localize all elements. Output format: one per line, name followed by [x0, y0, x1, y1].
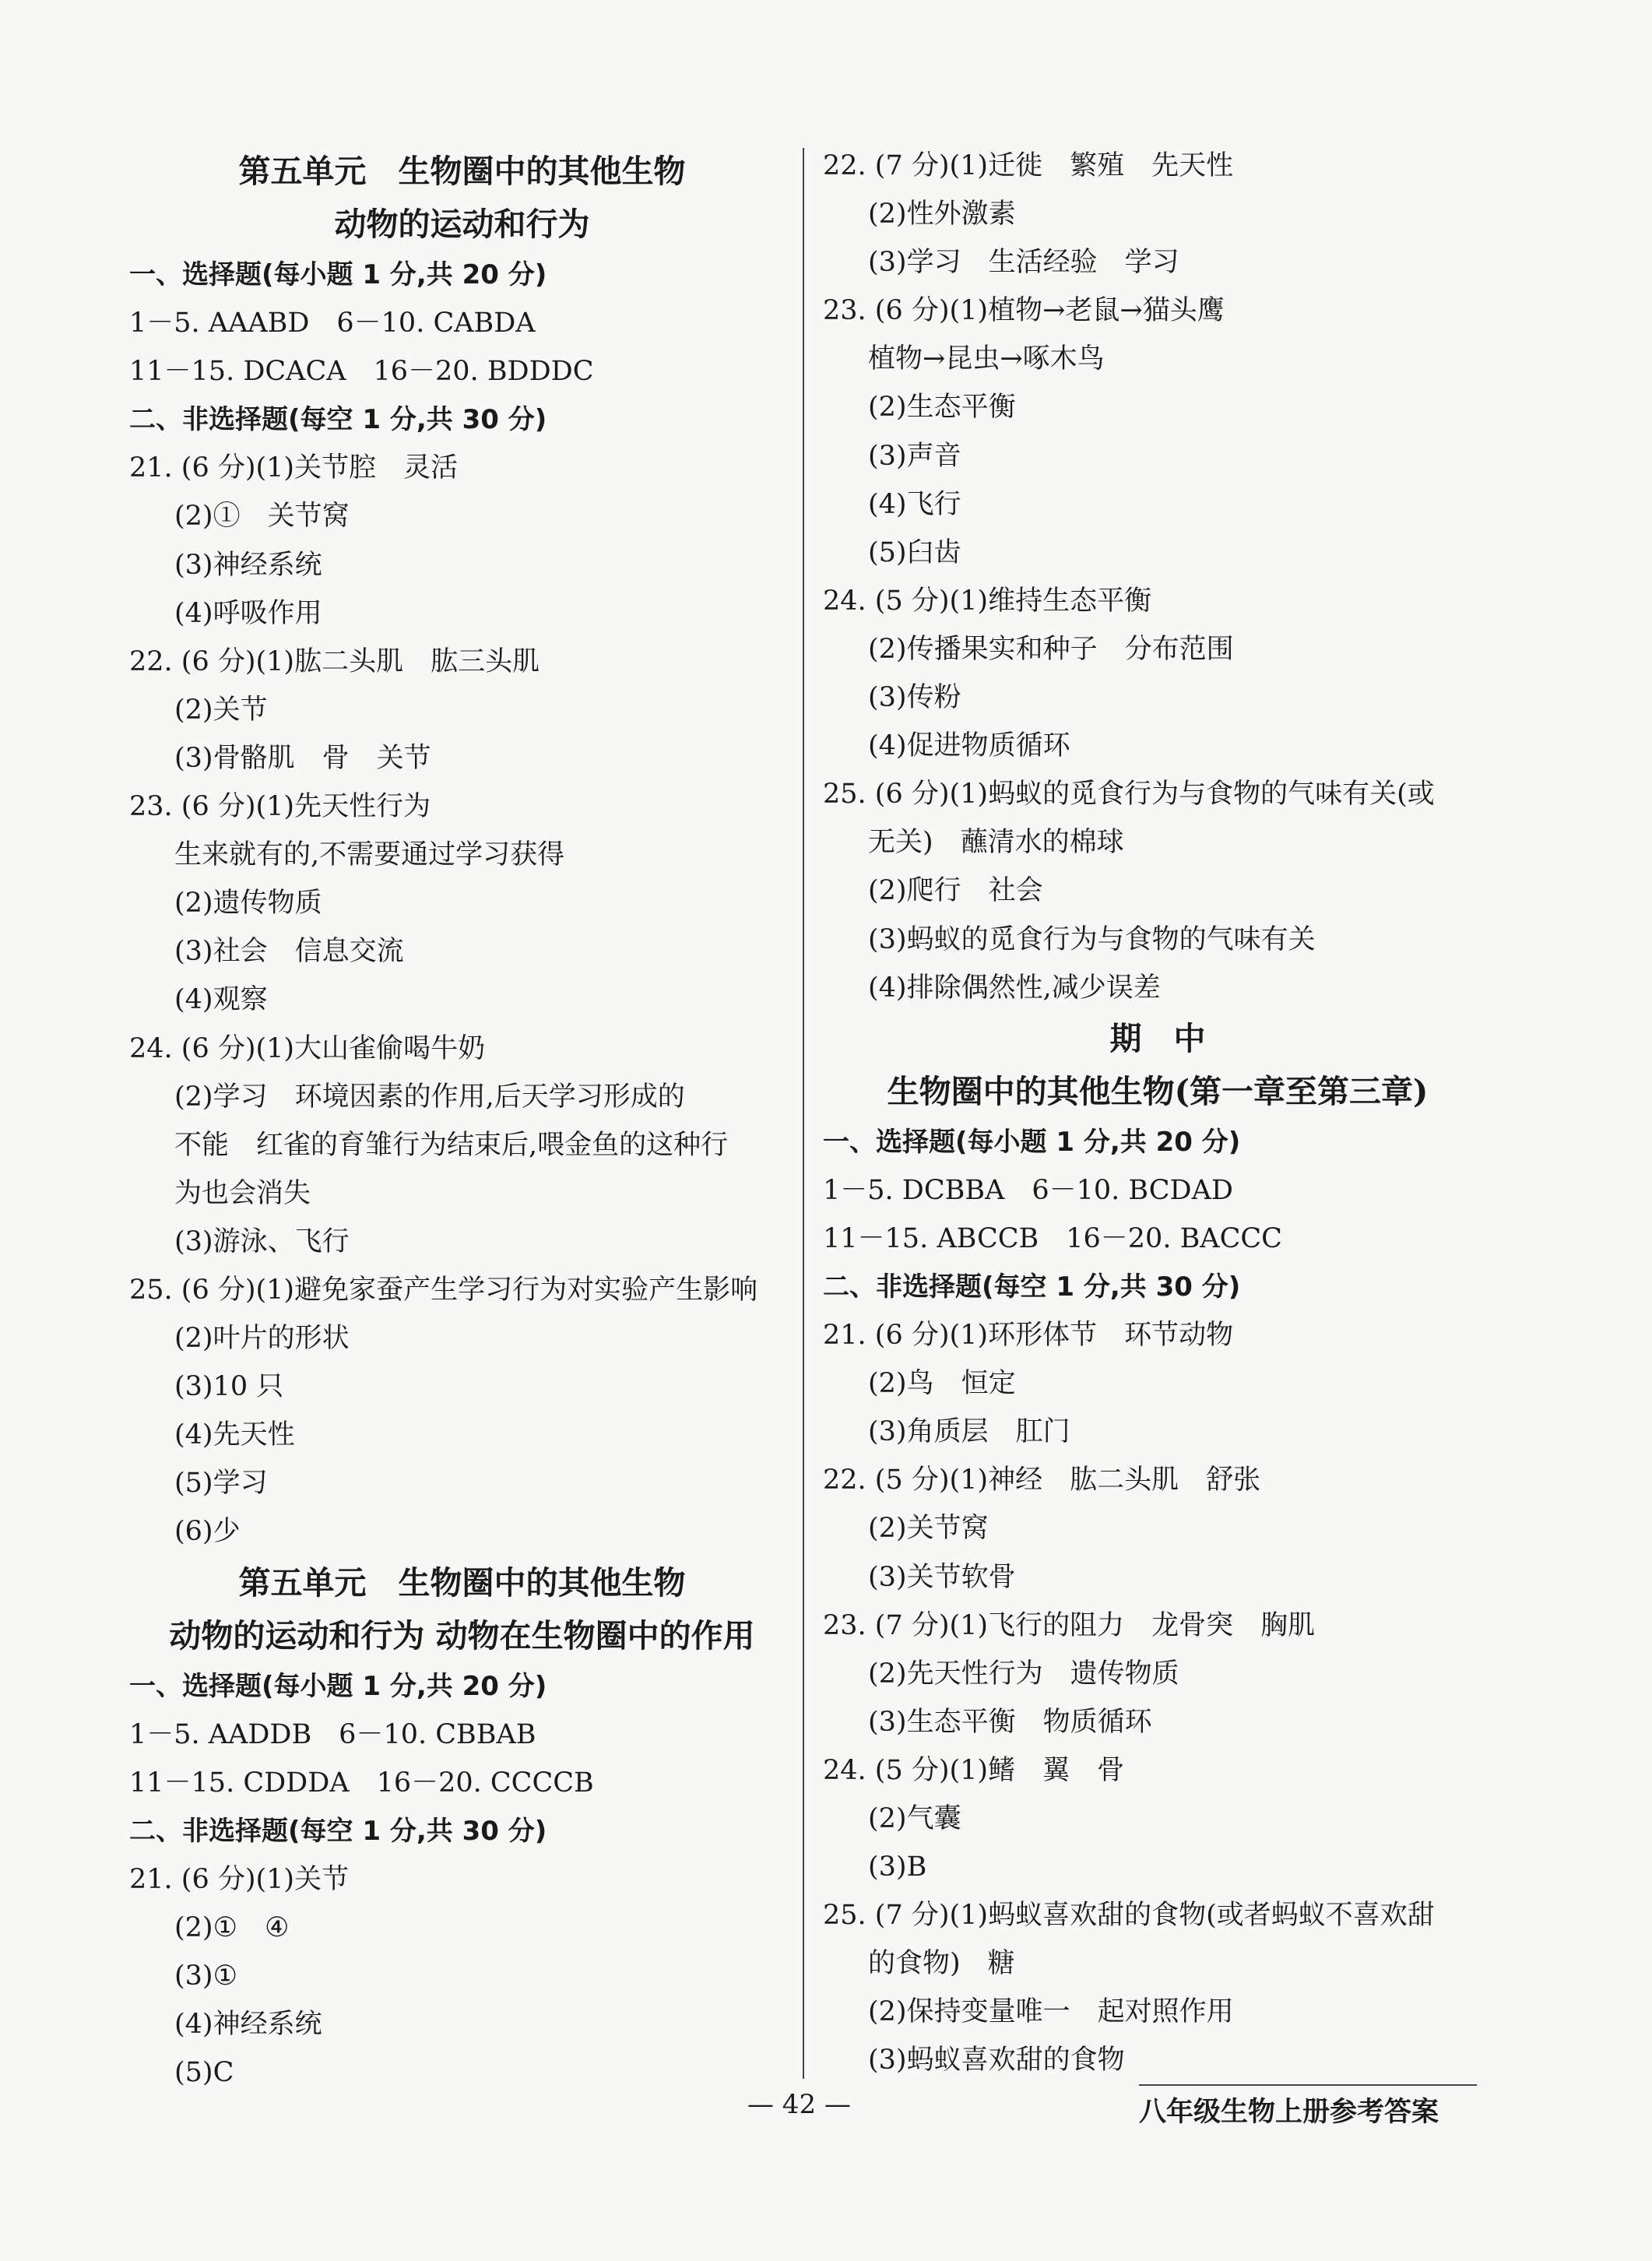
- answer-line: 1－5. AAABD 6－10. CABDA: [129, 308, 536, 339]
- answer-line: 不能 红雀的育雏行为结束后,喂金鱼的这种行: [174, 1129, 729, 1161]
- answer-line: (3)关节软骨: [868, 1561, 1016, 1593]
- section-heading: 一、选择题(每小题 1 分,共 20 分): [823, 1126, 1241, 1158]
- answer-line: (3)骨骼肌 骨 关节: [174, 742, 431, 774]
- answer-line: 1－5. DCBBA 6－10. BCDAD: [823, 1174, 1233, 1206]
- answer-line: 25. (6 分)(1)蚂蚁的觅食行为与食物的气味有关(或: [823, 779, 1435, 811]
- answer-line: (2)关节: [174, 694, 268, 726]
- answer-line: (3)10 只: [174, 1371, 284, 1403]
- answer-line: (2)鸟 恒定: [868, 1368, 1016, 1400]
- footer-rule: [1139, 2084, 1477, 2086]
- section-heading: 二、非选择题(每空 1 分,共 30 分): [823, 1271, 1241, 1303]
- answer-line: (3)游泳、飞行: [174, 1225, 350, 1257]
- unit-title: 第五单元 生物圈中的其他生物: [238, 153, 686, 190]
- answer-line: (2)气囊: [868, 1803, 961, 1834]
- answer-line: 11－15. CDDDA 16－20. CCCCB: [129, 1767, 594, 1799]
- answer-line: (3)学习 生活经验 学习: [868, 247, 1179, 279]
- answer-line: (2)关节窝: [868, 1513, 989, 1545]
- answer-line: 21. (6 分)(1)环形体节 环节动物: [823, 1320, 1234, 1352]
- section-heading: 二、非选择题(每空 1 分,共 30 分): [129, 1815, 547, 1847]
- answer-line: (2)性外激素: [868, 199, 1016, 230]
- section-subtitle: 生物圈中的其他生物(第一章至第三章): [887, 1072, 1429, 1110]
- section-subtitle: 动物的运动和行为 动物在生物圈中的作用: [169, 1616, 755, 1654]
- answer-line: (2)先天性行为 遗传物质: [868, 1658, 1179, 1690]
- answer-line: (5)臼齿: [868, 536, 961, 568]
- answer-line: (3)社会 信息交流: [174, 936, 404, 968]
- answer-line: 11－15. DCACA 16－20. BDDDC: [129, 356, 594, 388]
- exam-title: 期 中: [1109, 1019, 1206, 1057]
- unit-title: 第五单元 生物圈中的其他生物: [238, 1563, 686, 1602]
- answer-line: (3)角质层 肛门: [868, 1416, 1070, 1448]
- answer-line: 23. (6 分)(1)先天性行为: [129, 791, 431, 823]
- answer-line: 无关) 蘸清水的棉球: [868, 827, 1124, 859]
- answer-line: (3)蚂蚁的觅食行为与食物的气味有关: [868, 923, 1316, 955]
- answer-line: (2)① ④: [174, 1912, 290, 1943]
- answer-line: (4)先天性: [174, 1419, 295, 1451]
- page-number: — 42 —: [747, 2089, 851, 2120]
- answer-line: (5)学习: [174, 1468, 268, 1500]
- answer-line: (4)观察: [174, 984, 268, 1016]
- answer-line: (2)遗传物质: [174, 888, 322, 920]
- answer-line: (5)C: [174, 2057, 234, 2089]
- answer-line: (2)爬行 社会: [868, 875, 1043, 907]
- answer-line: (4)排除偶然性,减少误差: [868, 972, 1161, 1004]
- answer-line: 22. (5 分)(1)神经 肱二头肌 舒张: [823, 1465, 1261, 1496]
- section-heading: 一、选择题(每小题 1 分,共 20 分): [129, 259, 547, 290]
- answer-line: 24. (6 分)(1)大山雀偷喝牛奶: [129, 1032, 486, 1064]
- answer-line: 生来就有的,不需要通过学习获得: [174, 839, 565, 871]
- answer-line: 的食物) 糖: [868, 1948, 1015, 1980]
- answer-line: 21. (6 分)(1)关节腔 灵活: [129, 452, 459, 484]
- answer-line: (3)蚂蚁喜欢甜的食物: [868, 2045, 1125, 2076]
- answer-line: (2)叶片的形状: [174, 1323, 350, 1355]
- answer-line: 植物→昆虫→啄木鸟: [868, 343, 1105, 375]
- answer-line: 22. (6 分)(1)肱二头肌 肱三头肌: [129, 645, 540, 677]
- answer-line: 24. (5 分)(1)鳍 翼 骨: [823, 1754, 1125, 1786]
- answer-line: (4)促进物质循环: [868, 730, 1070, 762]
- answer-line: (3)神经系统: [174, 549, 322, 581]
- answer-line: 为也会消失: [174, 1177, 311, 1209]
- answer-line: (4)呼吸作用: [174, 597, 322, 629]
- answer-line: 11－15. ABCCB 16－20. BACCC: [823, 1222, 1282, 1254]
- section-heading: 二、非选择题(每空 1 分,共 30 分): [129, 404, 547, 436]
- answer-line: (3)声音: [868, 440, 961, 472]
- answer-line: (6)少: [174, 1516, 241, 1548]
- answer-line: (4)神经系统: [174, 2009, 322, 2041]
- answer-line: (2)传播果实和种子 分布范围: [868, 633, 1234, 665]
- answer-line: (3)B: [868, 1851, 927, 1883]
- answer-line: (2)生态平衡: [868, 392, 1016, 424]
- answer-line: (2)保持变量唯一 起对照作用: [868, 1996, 1234, 2028]
- answer-line: 23. (7 分)(1)飞行的阻力 龙骨突 胸肌: [823, 1609, 1316, 1641]
- answer-line: (2)① 关节窝: [174, 501, 350, 533]
- answer-line: 1－5. AADDB 6－10. CBBAB: [129, 1718, 536, 1750]
- answer-line: (2)学习 环境因素的作用,后天学习形成的: [174, 1081, 685, 1113]
- answer-line: (3)①: [174, 1960, 237, 1992]
- answer-line: 23. (6 分)(1)植物→老鼠→猫头鹰: [823, 295, 1225, 327]
- column-divider: [803, 148, 804, 2079]
- section-heading: 一、选择题(每小题 1 分,共 20 分): [129, 1670, 547, 1702]
- answer-line: 24. (5 分)(1)维持生态平衡: [823, 585, 1152, 617]
- footer-book-title: 八年级生物上册参考答案: [1139, 2097, 1439, 2128]
- answer-line: (4)飞行: [868, 488, 961, 520]
- answer-line: 25. (6 分)(1)避免家蚕产生学习行为对实验产生影响: [129, 1274, 758, 1306]
- answer-line: 25. (7 分)(1)蚂蚁喜欢甜的食物(或者蚂蚁不喜欢甜: [823, 1900, 1435, 1932]
- answer-line: 22. (7 分)(1)迁徙 繁殖 先天性: [823, 150, 1234, 181]
- answer-line: (3)传粉: [868, 682, 961, 714]
- left-column: [129, 142, 795, 2097]
- right-column: [823, 142, 1492, 2085]
- section-subtitle: 动物的运动和行为: [334, 206, 590, 243]
- answer-line: 21. (6 分)(1)关节: [129, 1863, 350, 1895]
- answer-line: (3)生态平衡 物质循环: [868, 1706, 1152, 1738]
